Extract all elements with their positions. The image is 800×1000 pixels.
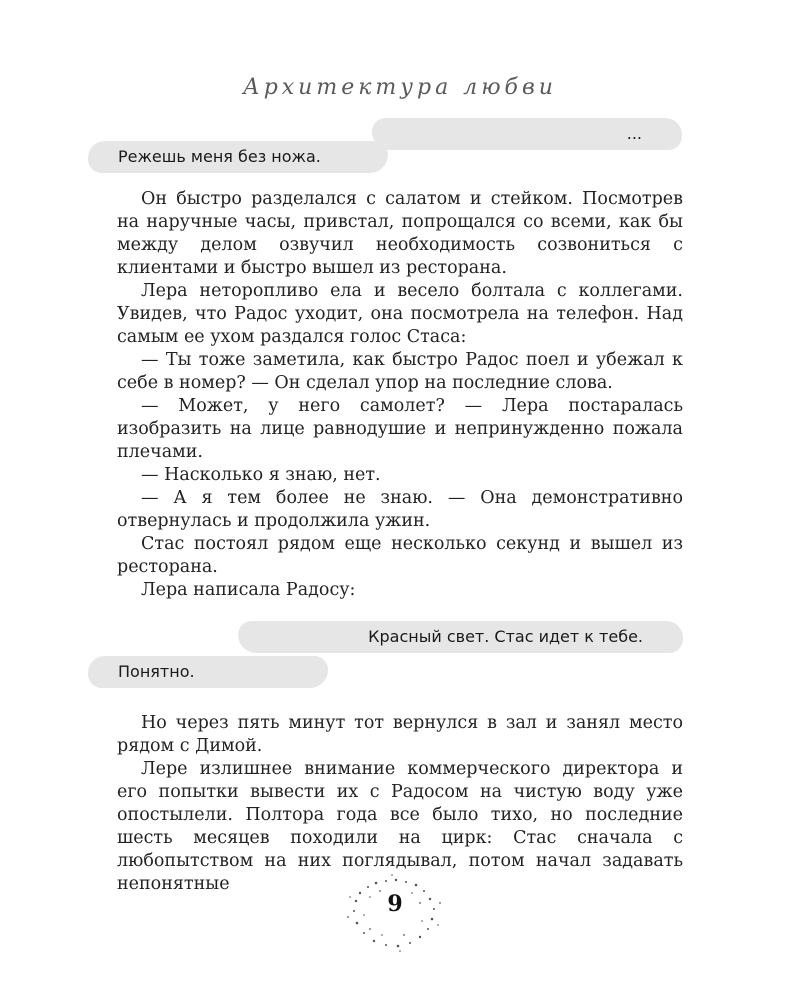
paragraph: — А я тем более не знаю. — Она демонстративно отвернулась и продолжила ужин. — [117, 488, 683, 531]
paragraph: Он быстро разделался с салатом и стейком. Посмотрев на наручные часы, привстал, попрощался со всеми, как бы между делом озвучил необходимость созвониться с клиентами и быстро вышел из ресторана. — [117, 189, 683, 278]
message-bubble-incoming — [372, 118, 682, 150]
paragraph: — Насколько я знаю, нет. — [141, 465, 381, 485]
paragraph: Но через пять минут тот вернулся в зал и занял место рядом с Димой. — [117, 713, 683, 756]
message-text: Красный свет. Стас идет к тебе. — [368, 627, 643, 646]
running-title: Архитектура любви — [243, 75, 557, 100]
body-text-block-1 — [117, 188, 683, 602]
paragraph: Лере излишнее внимание коммерческого директора и его попытки вывести их с Радосом на чистую воду уже опостылели. Полтора года все было тихо, но последние шесть месяцев походили на цирк: Стас сначала с любопытством на них поглядывал, потом начал задавать непонятные — [117, 759, 683, 894]
message-bubble-outgoing — [88, 656, 328, 688]
message-text: Понятно. — [118, 662, 195, 681]
message-bubble-incoming — [238, 621, 683, 653]
paragraph: Стас постоял рядом еще несколько секунд и вышел из ресторана. — [117, 534, 683, 577]
paragraph: — Ты тоже заметила, как быстро Радос поел и убежал к себе в номер? — Он сделал упор на последние слова. — [117, 350, 683, 393]
message-text: Режешь меня без ножа. — [118, 147, 321, 166]
paragraph: Лера написала Радосу: — [141, 580, 356, 600]
paragraph: — Может, у него самолет? — Лера постаралась изобразить на лице равнодушие и непринужденно пожала плечами. — [117, 396, 683, 462]
page-number-ornament — [340, 873, 450, 953]
message-text: ... — [626, 124, 642, 143]
page-number: 9 — [387, 891, 403, 917]
paragraph: Лера неторопливо ела и весело болтала с коллегами. Увидев, что Радос уходит, она посмотрела на телефон. Над самым ее ухом раздался голос Стаса: — [117, 281, 683, 347]
body-text-block-2 — [117, 712, 683, 896]
message-bubble-outgoing — [88, 141, 388, 173]
